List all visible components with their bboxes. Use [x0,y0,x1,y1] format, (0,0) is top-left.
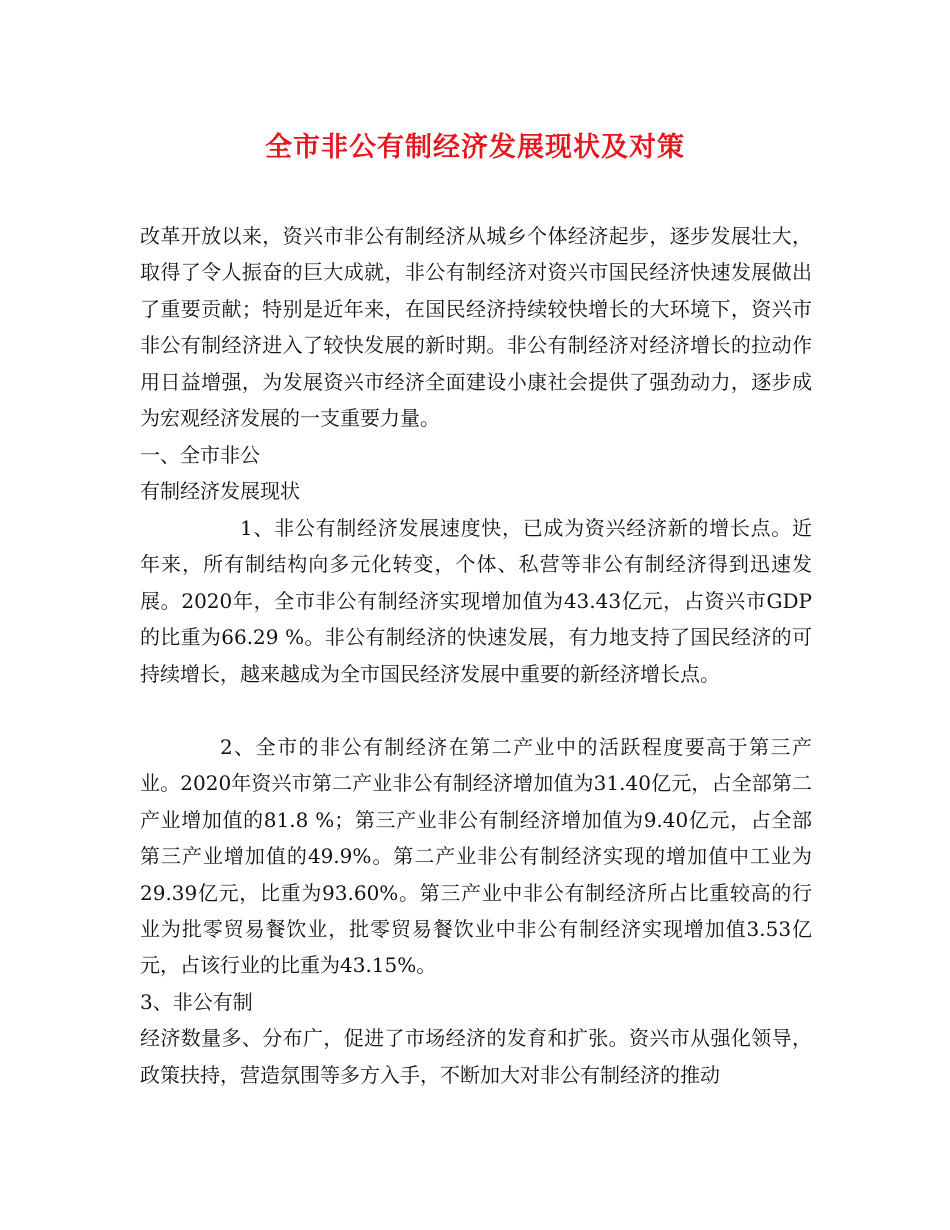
point2-paragraph: 2、全市的非公有制经济在第二产业中的活跃程度要高于第三产业。2020年资兴市第二产业非公有制经济增加值为31.40亿元，占全部第二产业增加值的81.8 %；第三产业非公有制经济增加值为9.40亿元，占全部第三产业增加值的49.9%。第二产业非公有制经济实现的增加值中工业为29.39亿元，比重为93.60%。第三产业中非公有制经济所占比重较高的行业为批零贸易餐饮业，批零贸易餐饮业中非公有制经济实现增加值3.53亿元，占该行业的比重为43.15%。 [140,735,812,978]
point1-paragraph: 1、非公有制经济发展速度快，已成为资兴经济新的增长点。近年来，所有制结构向多元化转变，个体、私营等非公有制经济得到迅速发展。2020年，全市非公有制经济实现增加值为43.43亿元，占资兴市GDP的比重为66.29 %。非公有制经济的快速发展，有力地支持了国民经济的可持续增长，越来越成为全市国民经济发展中重要的新经济增长点。 [140,516,812,686]
point3-text: 经济数量多、分布广，促进了市场经济的发育和扩张。资兴市从强化领导，政策扶持，营造氛围等多方入手，不断加大对非公有制经济的推动 [140,1026,812,1087]
section-heading-part1: 一、全市非公 [140,443,260,467]
section-heading [140,437,812,510]
document-title: 全市非公有制经济发展现状及对策 [265,132,685,163]
point3-heading: 3、非公有制 [140,990,253,1014]
point3-paragraph [140,984,812,1093]
intro-paragraph: 改革开放以来，资兴市非公有制经济从城乡个体经济起步，逐步发展壮大，取得了令人振奋的巨大成就，非公有制经济对资兴市国民经济快速发展做出了重要贡献；特别是近年来，在国民经济持续较快增长的大环境下，资兴市非公有制经济进入了较快发展的新时期。非公有制经济对经济增长的拉动作用日益增强，为发展资兴市经济全面建设小康社会提供了强劲动力，逐步成为宏观经济发展的一支重要力量。 [140,224,812,431]
section-heading-part2: 有制经济发展现状 [140,479,300,504]
